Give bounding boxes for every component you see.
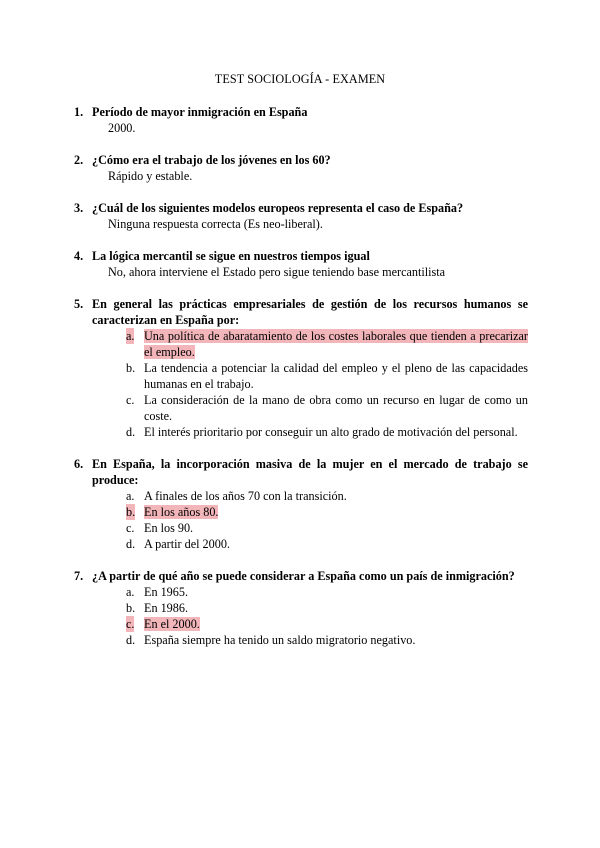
- options-list: [74, 328, 528, 440]
- option-text: En 1965.: [144, 585, 189, 599]
- option-text: La consideración de la mano de obra como un recurso en lugar de como un coste.: [144, 393, 528, 423]
- question-number: 6.: [74, 457, 84, 471]
- option-c: [74, 616, 528, 632]
- option-letter: c.: [126, 617, 135, 631]
- option-letter: b.: [126, 601, 136, 615]
- option-text: En los 90.: [144, 521, 194, 535]
- option-letter: d.: [126, 537, 136, 551]
- option-text: A partir del 2000.: [144, 537, 230, 551]
- option-text: A finales de los años 70 con la transición.: [144, 489, 347, 503]
- options-list: [74, 584, 528, 648]
- option-letter: a.: [126, 329, 135, 343]
- option-text: España siempre ha tenido un saldo migratorio negativo.: [144, 633, 416, 647]
- question-7: [74, 568, 528, 648]
- option-letter: d.: [126, 633, 136, 647]
- question-6: [74, 456, 528, 552]
- question-5: [74, 296, 528, 440]
- question-4: [74, 248, 528, 280]
- option-letter: b.: [126, 505, 136, 519]
- option-text: La tendencia a potenciar la calidad del empleo y el pleno de las capacidades humanas en el trabajo.: [144, 361, 528, 391]
- question-number: 4.: [74, 249, 84, 263]
- question-text: En España, la incorporación masiva de la mujer en el mercado de trabajo se produce:: [92, 457, 528, 487]
- option-d: [74, 536, 528, 552]
- option-a: [74, 328, 528, 360]
- document-title: TEST SOCIOLOGÍA - EXAMEN: [214, 72, 386, 86]
- question-number: 5.: [74, 297, 84, 311]
- option-letter: d.: [126, 425, 136, 439]
- question-number: 7.: [74, 569, 84, 583]
- question-text: ¿Cómo era el trabajo de los jóvenes en los 60?: [92, 153, 331, 167]
- option-text: El interés prioritario por conseguir un alto grado de motivación del personal.: [144, 425, 518, 439]
- option-text: En el 2000.: [144, 617, 200, 631]
- option-letter: b.: [126, 361, 136, 375]
- option-text: Una política de abaratamiento de los costes laborales que tienden a precarizar el empleo.: [144, 329, 528, 359]
- question-1: [74, 104, 528, 136]
- answer-text: Ninguna respuesta correcta (Es neo-liberal).: [108, 217, 323, 231]
- option-b: [74, 360, 528, 392]
- question-2: [74, 152, 528, 184]
- option-d: [74, 632, 528, 648]
- option-b: [74, 504, 528, 520]
- question-text: ¿A partir de qué año se puede considerar a España como un país de inmigración?: [92, 569, 515, 583]
- option-text: En 1986.: [144, 601, 189, 615]
- option-letter: c.: [126, 521, 135, 535]
- option-a: [74, 584, 528, 600]
- question-text: En general las prácticas empresariales de gestión de los recursos humanos se caracterizan en España por:: [92, 297, 528, 327]
- answer-text: Rápido y estable.: [108, 169, 193, 183]
- question-text: ¿Cuál de los siguientes modelos europeos representa el caso de España?: [92, 201, 464, 215]
- question-number: 3.: [74, 201, 84, 215]
- question-3: [74, 200, 528, 232]
- option-b: [74, 600, 528, 616]
- question-number: 1.: [74, 105, 84, 119]
- option-c: [74, 392, 528, 424]
- question-text: Período de mayor inmigración en España: [92, 105, 308, 119]
- option-c: [74, 520, 528, 536]
- options-list: [74, 488, 528, 552]
- answer-text: No, ahora interviene el Estado pero sigue teniendo base mercantilista: [108, 265, 446, 279]
- option-a: [74, 488, 528, 504]
- option-d: [74, 424, 528, 440]
- option-letter: a.: [126, 489, 135, 503]
- option-letter: c.: [126, 393, 135, 407]
- question-number: 2.: [74, 153, 84, 167]
- question-text: La lógica mercantil se sigue en nuestros tiempos igual: [92, 249, 370, 263]
- answer-text: 2000.: [108, 121, 136, 135]
- option-letter: a.: [126, 585, 135, 599]
- option-text: En los años 80.: [144, 505, 219, 519]
